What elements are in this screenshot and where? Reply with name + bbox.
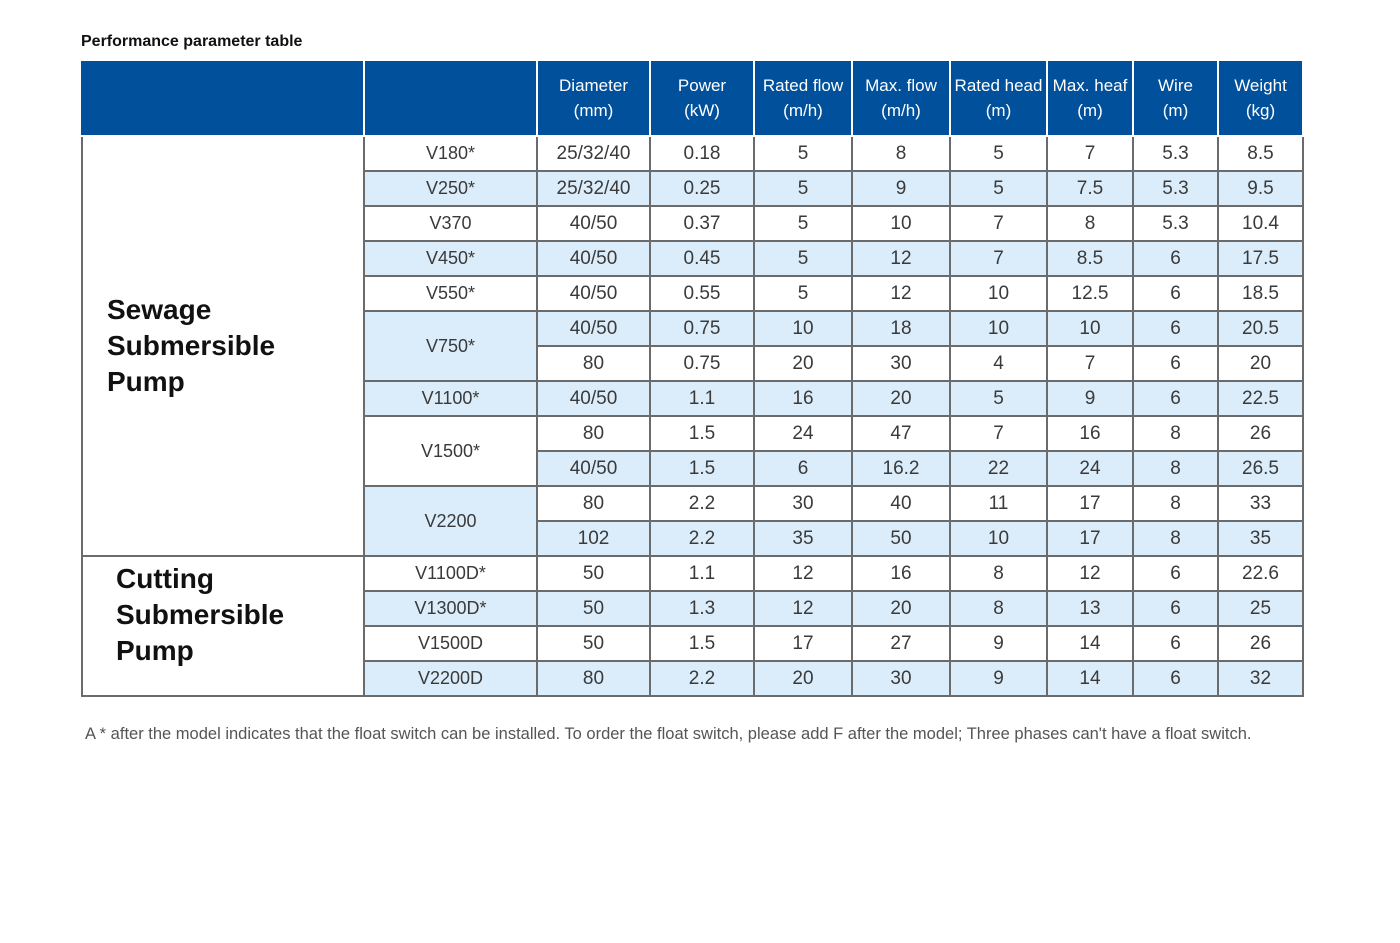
rated-flow-cell: 10 — [754, 311, 852, 346]
rated-flow-cell: 5 — [754, 171, 852, 206]
diameter-cell: 50 — [537, 556, 650, 591]
rated-head-cell: 10 — [950, 311, 1047, 346]
max-flow-cell: 12 — [852, 241, 950, 276]
max-flow-cell: 12 — [852, 276, 950, 311]
weight-cell: 17.5 — [1218, 241, 1303, 276]
wire-cell: 8 — [1133, 521, 1218, 556]
rated-flow-cell: 35 — [754, 521, 852, 556]
rated-head-cell: 8 — [950, 556, 1047, 591]
wire-cell: 8 — [1133, 451, 1218, 486]
rated-head-cell: 5 — [950, 381, 1047, 416]
wire-cell: 8 — [1133, 486, 1218, 521]
rated-head-cell: 9 — [950, 626, 1047, 661]
max-head-cell: 7 — [1047, 346, 1133, 381]
category-label-line: Submersible — [116, 599, 285, 630]
rated-head-cell: 7 — [950, 241, 1047, 276]
table-row — [82, 556, 1303, 591]
diameter-cell: 40/50 — [537, 451, 650, 486]
model-cell: V2200 — [364, 486, 537, 556]
power-cell: 1.5 — [650, 626, 754, 661]
model-cell: V550* — [364, 276, 537, 311]
max-head-cell: 7.5 — [1047, 171, 1133, 206]
max-head-cell: 9 — [1047, 381, 1133, 416]
rated-flow-cell: 5 — [754, 136, 852, 171]
max-flow-cell: 16.2 — [852, 451, 950, 486]
rated-flow-cell: 5 — [754, 241, 852, 276]
weight-cell: 22.6 — [1218, 556, 1303, 591]
max-head-cell: 16 — [1047, 416, 1133, 451]
rated-flow-cell: 5 — [754, 206, 852, 241]
weight-cell: 26 — [1218, 416, 1303, 451]
header-max-head: Max. heaf (m) — [1047, 61, 1133, 136]
rated-head-cell: 5 — [950, 136, 1047, 171]
header-blank-model — [364, 61, 537, 136]
diameter-cell: 50 — [537, 591, 650, 626]
diameter-cell: 102 — [537, 521, 650, 556]
model-cell: V1100D* — [364, 556, 537, 591]
max-flow-cell: 10 — [852, 206, 950, 241]
power-cell: 0.75 — [650, 346, 754, 381]
diameter-cell: 80 — [537, 416, 650, 451]
header-power: Power (kW) — [650, 61, 754, 136]
power-cell: 1.1 — [650, 556, 754, 591]
rated-head-cell: 11 — [950, 486, 1047, 521]
weight-cell: 9.5 — [1218, 171, 1303, 206]
rated-flow-cell: 6 — [754, 451, 852, 486]
power-cell: 1.3 — [650, 591, 754, 626]
diameter-cell: 40/50 — [537, 276, 650, 311]
model-cell: V1500* — [364, 416, 537, 486]
rated-flow-cell: 17 — [754, 626, 852, 661]
weight-cell: 25 — [1218, 591, 1303, 626]
max-head-cell: 14 — [1047, 626, 1133, 661]
wire-cell: 5.3 — [1133, 206, 1218, 241]
rated-flow-cell: 30 — [754, 486, 852, 521]
weight-cell: 20 — [1218, 346, 1303, 381]
wire-cell: 6 — [1133, 591, 1218, 626]
category-label-line: Pump — [116, 635, 194, 666]
max-head-cell: 10 — [1047, 311, 1133, 346]
weight-cell: 10.4 — [1218, 206, 1303, 241]
model-cell: V250* — [364, 171, 537, 206]
model-cell: V1100* — [364, 381, 537, 416]
weight-cell: 32 — [1218, 661, 1303, 696]
power-cell: 0.25 — [650, 171, 754, 206]
max-flow-cell: 47 — [852, 416, 950, 451]
category-label-line: Cutting — [116, 563, 214, 594]
rated-head-cell: 4 — [950, 346, 1047, 381]
wire-cell: 6 — [1133, 311, 1218, 346]
model-cell: V1300D* — [364, 591, 537, 626]
diameter-cell: 25/32/40 — [537, 171, 650, 206]
power-cell: 1.5 — [650, 416, 754, 451]
max-head-cell: 12.5 — [1047, 276, 1133, 311]
diameter-cell: 40/50 — [537, 241, 650, 276]
diameter-cell: 80 — [537, 486, 650, 521]
diameter-cell: 40/50 — [537, 206, 650, 241]
category-label-line: Sewage — [107, 294, 212, 325]
header-max-flow: Max. flow (m/h) — [852, 61, 950, 136]
model-cell: V180* — [364, 136, 537, 171]
power-cell: 0.75 — [650, 311, 754, 346]
max-head-cell: 14 — [1047, 661, 1133, 696]
power-cell: 1.1 — [650, 381, 754, 416]
rated-flow-cell: 12 — [754, 556, 852, 591]
max-head-cell: 17 — [1047, 486, 1133, 521]
wire-cell: 6 — [1133, 556, 1218, 591]
power-cell: 2.2 — [650, 661, 754, 696]
max-head-cell: 13 — [1047, 591, 1133, 626]
max-flow-cell: 30 — [852, 346, 950, 381]
rated-head-cell: 7 — [950, 206, 1047, 241]
max-flow-cell: 9 — [852, 171, 950, 206]
wire-cell: 6 — [1133, 276, 1218, 311]
header-row — [82, 61, 1303, 136]
weight-cell: 33 — [1218, 486, 1303, 521]
rated-head-cell: 8 — [950, 591, 1047, 626]
category-label-line: Pump — [107, 366, 185, 397]
power-cell: 2.2 — [650, 486, 754, 521]
rated-flow-cell: 20 — [754, 661, 852, 696]
rated-head-cell: 7 — [950, 416, 1047, 451]
rated-head-cell: 5 — [950, 171, 1047, 206]
diameter-cell: 80 — [537, 661, 650, 696]
max-head-cell: 17 — [1047, 521, 1133, 556]
wire-cell: 6 — [1133, 626, 1218, 661]
weight-cell: 20.5 — [1218, 311, 1303, 346]
wire-cell: 6 — [1133, 346, 1218, 381]
weight-cell: 8.5 — [1218, 136, 1303, 171]
diameter-cell: 25/32/40 — [537, 136, 650, 171]
wire-cell: 5.3 — [1133, 136, 1218, 171]
table-row — [82, 136, 1303, 171]
power-cell: 1.5 — [650, 451, 754, 486]
max-head-cell: 7 — [1047, 136, 1133, 171]
page-title: Performance parameter table — [81, 33, 303, 50]
model-cell: V370 — [364, 206, 537, 241]
wire-cell: 6 — [1133, 241, 1218, 276]
model-cell: V2200D — [364, 661, 537, 696]
diameter-cell: 50 — [537, 626, 650, 661]
max-flow-cell: 20 — [852, 591, 950, 626]
rated-flow-cell: 24 — [754, 416, 852, 451]
diameter-cell: 80 — [537, 346, 650, 381]
max-head-cell: 8.5 — [1047, 241, 1133, 276]
header-rated-head: Rated head (m) — [950, 61, 1047, 136]
model-cell: V750* — [364, 311, 537, 381]
weight-cell: 26 — [1218, 626, 1303, 661]
rated-flow-cell: 5 — [754, 276, 852, 311]
power-cell: 0.37 — [650, 206, 754, 241]
rated-flow-cell: 12 — [754, 591, 852, 626]
max-flow-cell: 50 — [852, 521, 950, 556]
max-flow-cell: 16 — [852, 556, 950, 591]
header-diameter: Diameter (mm) — [537, 61, 650, 136]
diameter-cell: 40/50 — [537, 311, 650, 346]
weight-cell: 18.5 — [1218, 276, 1303, 311]
max-flow-cell: 8 — [852, 136, 950, 171]
weight-cell: 22.5 — [1218, 381, 1303, 416]
wire-cell: 5.3 — [1133, 171, 1218, 206]
header-weight: Weight (kg) — [1218, 61, 1303, 136]
max-head-cell: 12 — [1047, 556, 1133, 591]
model-cell: V450* — [364, 241, 537, 276]
power-cell: 0.45 — [650, 241, 754, 276]
power-cell: 2.2 — [650, 521, 754, 556]
power-cell: 0.18 — [650, 136, 754, 171]
rated-head-cell: 9 — [950, 661, 1047, 696]
rated-flow-cell: 20 — [754, 346, 852, 381]
max-flow-cell: 27 — [852, 626, 950, 661]
rated-head-cell: 10 — [950, 521, 1047, 556]
max-flow-cell: 40 — [852, 486, 950, 521]
performance-table — [81, 61, 1304, 697]
rated-flow-cell: 16 — [754, 381, 852, 416]
header-rated-flow: Rated flow (m/h) — [754, 61, 852, 136]
diameter-cell: 40/50 — [537, 381, 650, 416]
max-flow-cell: 20 — [852, 381, 950, 416]
category-label-line: Submersible — [107, 330, 276, 361]
max-flow-cell: 18 — [852, 311, 950, 346]
rated-head-cell: 22 — [950, 451, 1047, 486]
header-blank-category — [82, 61, 364, 136]
model-cell: V1500D — [364, 626, 537, 661]
rated-head-cell: 10 — [950, 276, 1047, 311]
max-head-cell: 8 — [1047, 206, 1133, 241]
weight-cell: 26.5 — [1218, 451, 1303, 486]
power-cell: 0.55 — [650, 276, 754, 311]
category-label — [82, 136, 364, 556]
wire-cell: 6 — [1133, 661, 1218, 696]
category-label — [82, 556, 364, 696]
weight-cell: 35 — [1218, 521, 1303, 556]
max-flow-cell: 30 — [852, 661, 950, 696]
max-head-cell: 24 — [1047, 451, 1133, 486]
wire-cell: 8 — [1133, 416, 1218, 451]
footnote: A * after the model indicates that the float switch can be installed. To order the float switch, please add F after the model; Three phases can't have a float switch. — [85, 725, 1252, 743]
header-wire: Wire (m) — [1133, 61, 1218, 136]
wire-cell: 6 — [1133, 381, 1218, 416]
